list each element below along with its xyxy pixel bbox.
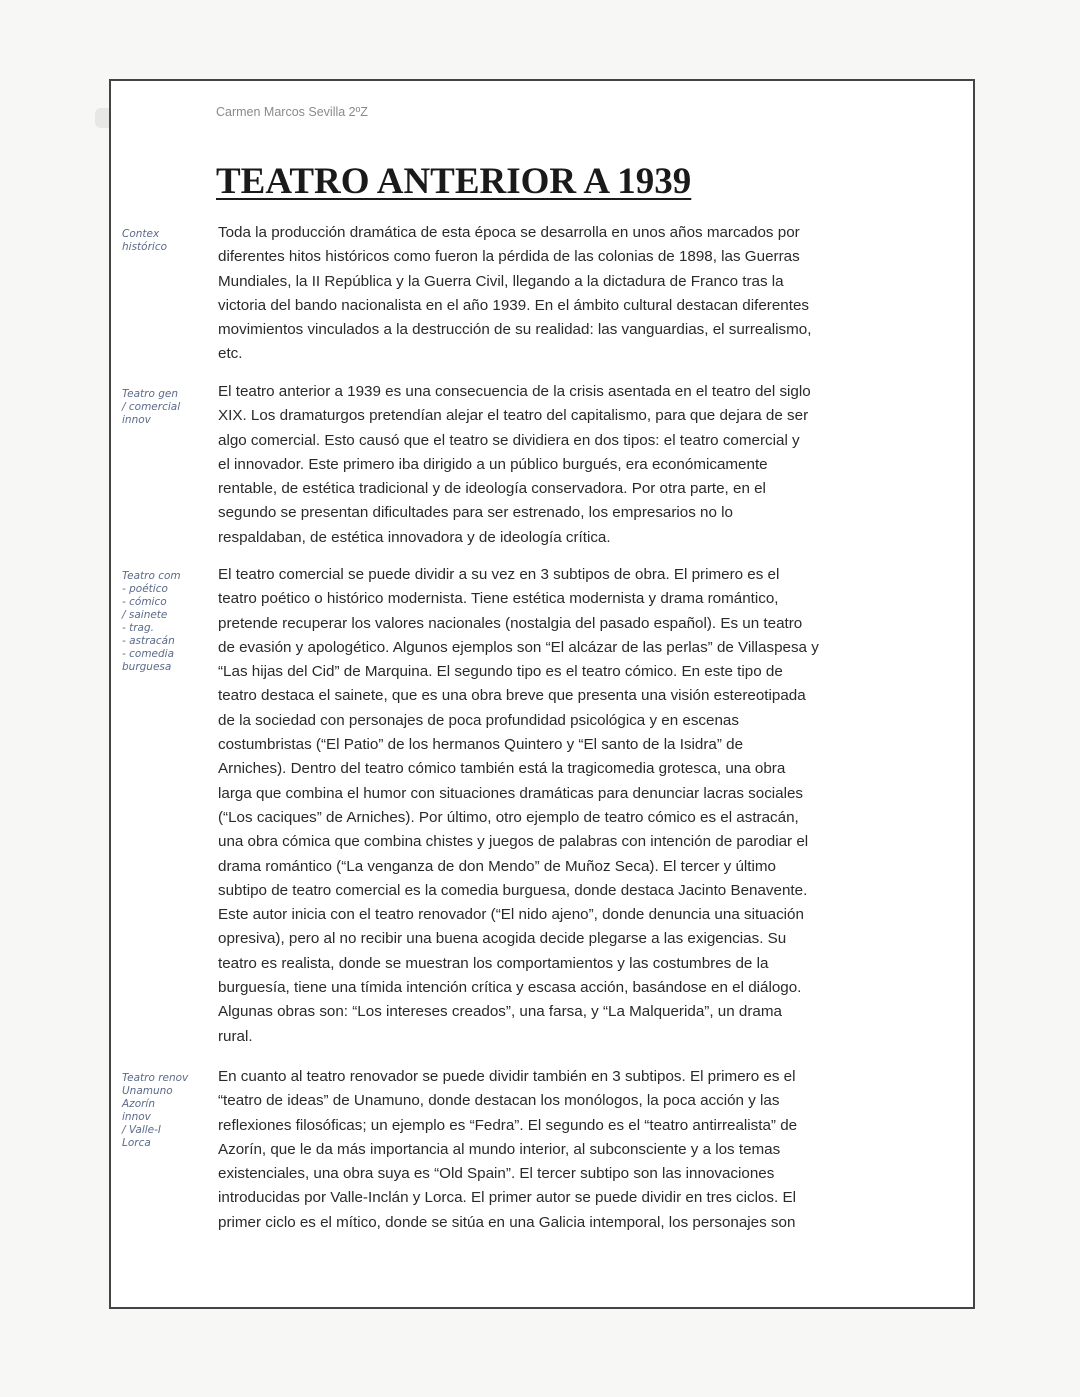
text-line: rural.	[218, 1027, 253, 1045]
text-line: “Las hijas del Cid” de Marquina. El segundo tipo es el teatro cómico. En este tipo de	[218, 663, 783, 681]
margin-note-line: innov	[122, 414, 151, 426]
document-title: TEATRO ANTERIOR A 1939	[216, 161, 692, 202]
margin-note-teatro-general	[122, 388, 212, 427]
text-line: teatro es realista, donde se muestran los comportamientos y las costumbres de la	[218, 954, 769, 972]
text-line: subtipo de teatro comercial es la comedia burguesa, donde destaca Jacinto Benavente.	[218, 881, 808, 899]
text-line: opresiva), pero al no recibir una buena acogida decide plegarse a las exigencias. Su	[218, 930, 787, 948]
text-line: introducidas por Valle-Inclán y Lorca. El primer autor se puede dividir en tres ciclos. El	[218, 1189, 796, 1207]
margin-note-line: - comedia	[122, 648, 175, 660]
margin-note-line: Teatro com	[122, 570, 181, 582]
text-line: teatro destaca el sainete, que es una obra breve que presenta una visión estereotipada	[218, 687, 806, 705]
margin-note-teatro-renovador	[122, 1072, 212, 1150]
text-line: Azorín, que le da más importancia al mundo interior, al subconsciente y a los temas	[218, 1140, 781, 1158]
margin-note-line: Azorín	[122, 1098, 156, 1110]
margin-note-contexto	[122, 228, 212, 254]
margin-note-line: / Valle-I	[122, 1124, 162, 1136]
text-line: XIX. Los dramaturgos pretendían alejar el teatro del capitalismo, para que dejara de ser	[218, 407, 809, 425]
text-line: Toda la producción dramática de esta época se desarrolla en unos años marcados por	[218, 224, 800, 241]
margin-note-line: innov	[122, 1111, 151, 1123]
margin-note-line: / sainete	[122, 609, 168, 621]
margin-note-line: Unamuno	[122, 1085, 173, 1097]
text-line: En cuanto al teatro renovador se puede dividir también en 3 subtipos. El primero es el	[218, 1068, 796, 1085]
text-line: Mundiales, la II República y la Guerra Civil, llegando a la dictadura de Franco tras la	[218, 272, 784, 290]
text-line: costumbristas (“El Patio” de los hermanos Quintero y “El santo de la Isidra” de	[218, 736, 744, 754]
text-line: Arniches). Dentro del teatro cómico también está la tragicomedia grotesca, una obra	[218, 760, 786, 778]
margin-note-line: - trag.	[122, 622, 154, 634]
text-line: reflexiones filosóficas; un ejemplo es “Fedra”. El segundo es el “teatro antirrealista” de	[218, 1116, 798, 1134]
text-line: existenciales, una obra suya es “Old Spain”. El tercer subtipo son las innovaciones	[218, 1165, 775, 1183]
text-line: una obra cómica que combina chistes y juegos de palabras con intención de parodiar el	[218, 833, 809, 851]
text-line: segundo se presentan dificultades para ser estrenado, los empresarios no lo	[218, 504, 733, 522]
paragraph-teatro-general	[218, 380, 873, 550]
paragraph-teatro-comercial	[218, 563, 873, 1049]
text-line: (“Los caciques” de Arniches). Por último, otro ejemplo de teatro cómico es el astracán,	[218, 808, 799, 826]
text-line: de evasión y apologético. Algunos ejemplos son “El alcázar de las perlas” de Villaspesa y	[218, 638, 819, 656]
text-line: algo comercial. Esto causó que el teatro se dividiera en dos tipos: el teatro comercial y	[218, 431, 800, 449]
margin-note-line: / comercial	[122, 401, 181, 413]
paragraph-teatro-renovador	[218, 1065, 873, 1235]
margin-note-line: Teatro renov	[122, 1072, 189, 1084]
text-line: El teatro anterior a 1939 es una consecuencia de la crisis asentada en el teatro del siglo	[218, 383, 811, 400]
text-line: etc.	[218, 345, 243, 363]
text-line: de la sociedad con personajes de poca profundidad psicológica y en escenas	[218, 711, 739, 729]
text-line: victoria del bando nacionalista en el año 1939. En el ámbito cultural destacan diferentes	[218, 296, 810, 314]
margin-note-line: burguesa	[122, 661, 172, 673]
margin-note-line: Contex	[122, 228, 160, 240]
text-line: larga que combina el humor con situaciones dramáticas para denunciar lacras sociales	[218, 784, 804, 802]
margin-note-line: - poético	[122, 583, 168, 595]
author-header: Carmen Marcos Sevilla 2ºZ	[216, 105, 368, 119]
margin-note-line: - cómico	[122, 596, 167, 608]
text-line: el innovador. Este primero iba dirigido a un público burgués, era económicamente	[218, 455, 768, 473]
margin-note-line: histórico	[122, 241, 168, 253]
text-line: burguesía, tiene una tímida intención crítica y escasa acción, basándose en el diálogo.	[218, 979, 802, 997]
margin-note-line: Lorca	[122, 1137, 151, 1149]
margin-note-line: Teatro gen	[122, 388, 178, 400]
text-line: “teatro de ideas” de Unamuno, donde destacan los monólogos, la poca acción y las	[218, 1092, 780, 1110]
margin-note-teatro-comercial	[122, 570, 212, 674]
paragraph-contexto-historico	[218, 221, 873, 367]
text-line: primer ciclo es el mítico, donde se sitúa en una Galicia intemporal, los personajes son	[218, 1213, 796, 1231]
text-line: rentable, de estética tradicional y de ideología conservadora. Por otra parte, en el	[218, 480, 766, 498]
text-line: diferentes hitos históricos como fueron la pérdida de las colonias de 1898, las Guerras	[218, 248, 800, 266]
text-line: Algunas obras son: “Los intereses creados”, una farsa, y “La Malquerida”, un drama	[218, 1003, 782, 1021]
margin-note-line: - astracán	[122, 635, 175, 647]
text-line: pretende recuperar los valores nacionales (nostalgia del pasado español). Es un teatro	[218, 614, 803, 632]
text-line: respaldaban, de estética innovadora y de ideología crítica.	[218, 528, 611, 546]
text-line: El teatro comercial se puede dividir a su vez en 3 subtipos de obra. El primero es el	[218, 566, 780, 583]
text-line: teatro poético o histórico modernista. Tiene estética modernista y drama romántico,	[218, 590, 779, 608]
text-line: Este autor inicia con el teatro renovador (“El nido ajeno”, donde denuncia una situación	[218, 906, 804, 924]
text-line: drama romántico (“La venganza de don Mendo” de Muñoz Seca). El tercer y último	[218, 857, 776, 875]
text-line: movimientos vinculados a la destrucción de su realidad: las vanguardias, el surrealismo,	[218, 321, 812, 339]
